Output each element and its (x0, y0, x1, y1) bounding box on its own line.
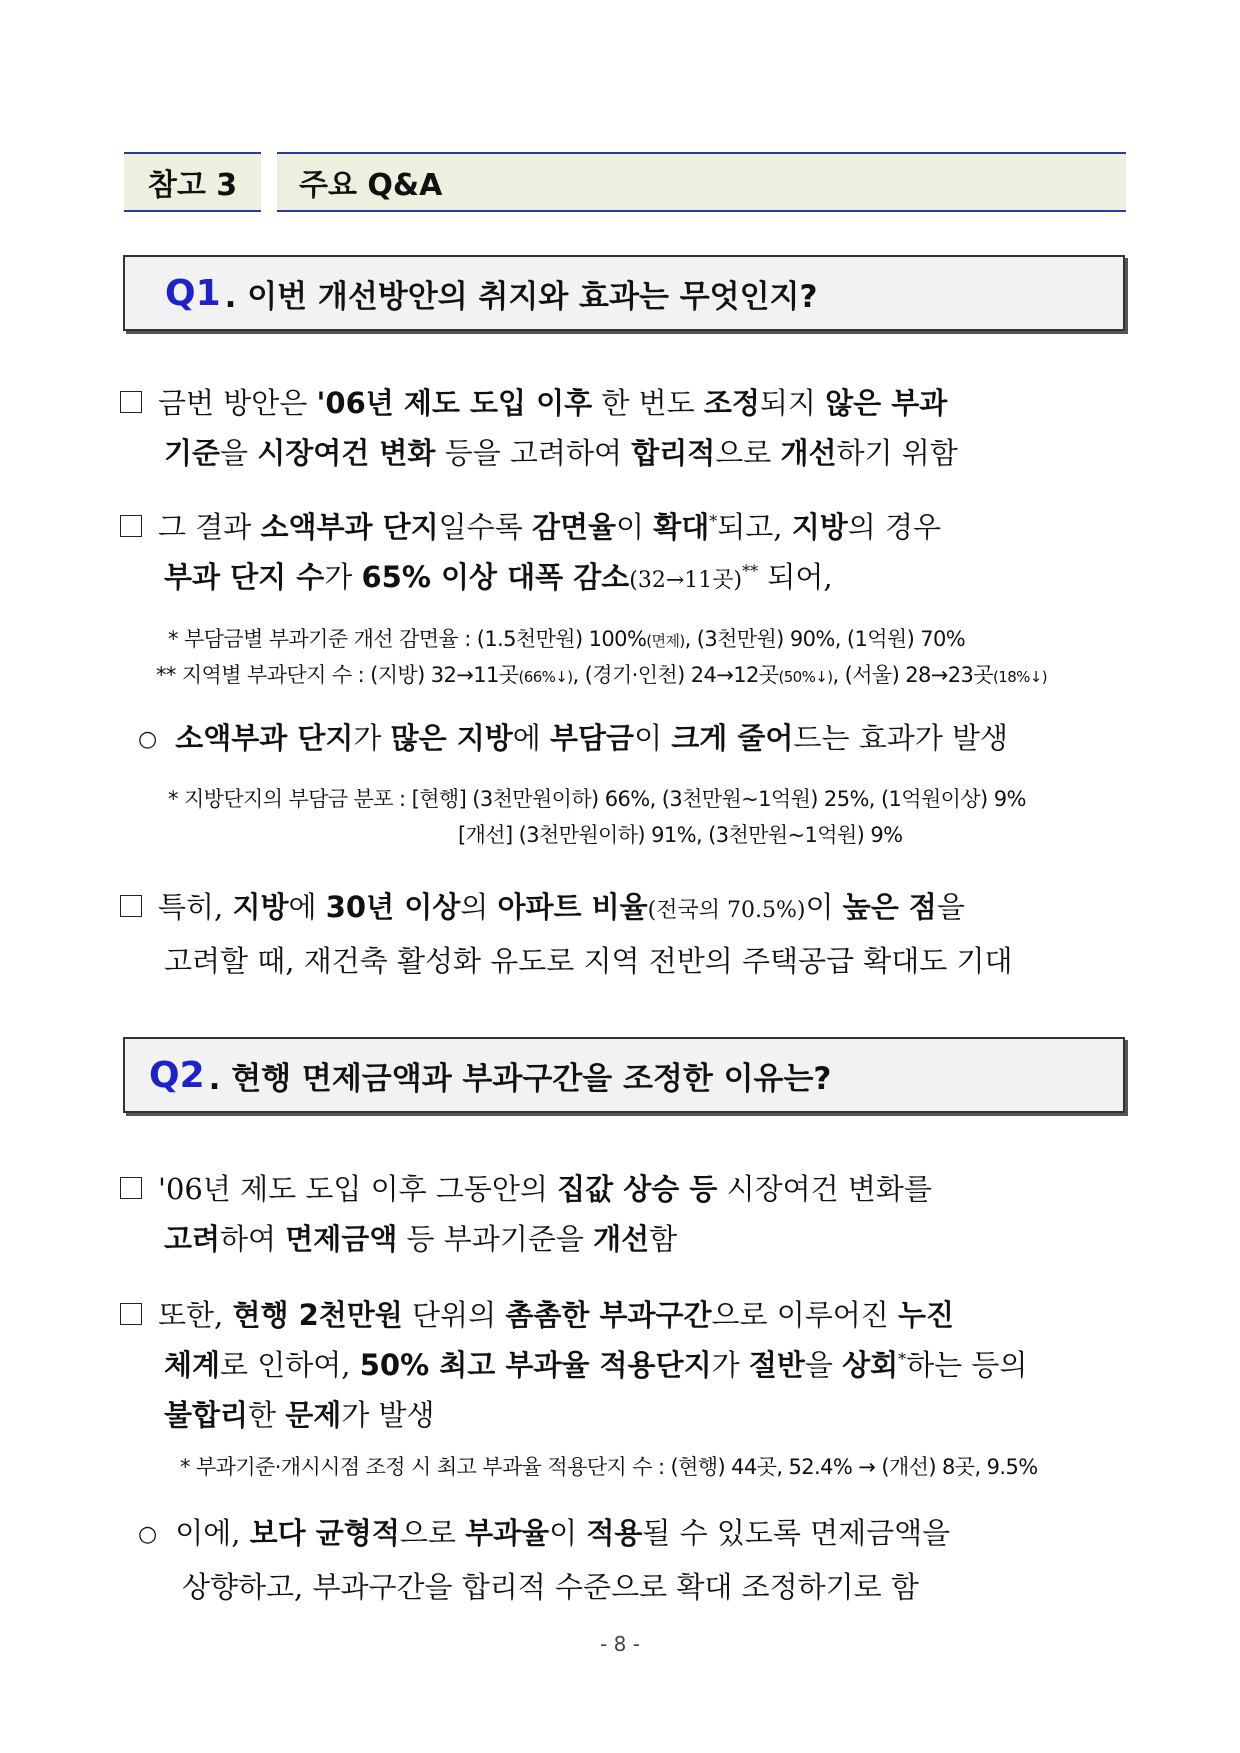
checkbox-bullet-icon (120, 391, 142, 413)
question-1-text: . 이번 개선방안의 취지와 효과는 무엇인지? (224, 278, 818, 315)
footnote-3-continued: [개선] (3천만원이하) 91%, (3천만원~1억원) 9% (458, 823, 903, 847)
q2-paragraph-1: '06년 제도 도입 이후 그동안의 집값 상승 등 시장여건 변화를 고려하여 면제금액 등 부과기준을 개선함 (120, 1164, 1130, 1264)
reference-tag: 참고 3 (124, 152, 261, 212)
question-1-number: Q1 (165, 272, 221, 314)
question-2-number: Q2 (149, 1054, 205, 1096)
q2-paragraph-2: 또한, 현행 2천만원 단위의 촘촘한 부과구간으로 이루어진 누진 체계로 인하여, 50% 최고 부과율 적용단지가 절반을 상회*하는 등의 불합리한 문제가 발생 (120, 1290, 1130, 1440)
question-1-box (123, 255, 1125, 331)
footnote-3: * 지방단지의 부담금 분포 : [현행] (3천만원이하) 66%, (3천만원~1억원) 25%, (1억원이상) 9% (168, 787, 1026, 811)
footnote-4: * 부과기준·개시시점 조정 시 최고 부과율 적용단지 수 : (현행) 44곳, 52.4% → (개선) 8곳, 9.5% (180, 1455, 1038, 1479)
checkbox-bullet-icon (120, 1177, 142, 1199)
footnote-1: * 부담금별 부과기준 개선 감면율 : (1.5천만원) 100%(면제), (3천만원) 90%, (1억원) 70% (168, 627, 966, 651)
circle-bullet-icon: ○ (138, 727, 158, 752)
checkbox-bullet-icon (120, 1303, 142, 1325)
footnote-2: ** 지역별 부과단지 수 : (지방) 32→11곳(66%↓), (경기·인천) 24→12곳(50%↓), (서울) 28→23곳(18%↓) (156, 663, 1048, 687)
question-2-box (123, 1037, 1125, 1113)
checkbox-bullet-icon (120, 895, 142, 917)
question-2-text: . 현행 면제금액과 부과구간을 조정한 이유는? (208, 1060, 832, 1097)
q1-paragraph-2: 그 결과 소액부과 단지일수록 감면율이 확대*되고, 지방의 경우 부과 단지 수가 65% 이상 대폭 감소(32→11곳)** 되어, (120, 502, 1130, 606)
circle-bullet-icon: ○ (138, 1522, 158, 1547)
q1-sub-bullet-1: ○ 소액부과 단지가 많은 지방에 부담금이 크게 줄어드는 효과가 발생 (138, 721, 1008, 755)
q2-sub-bullet-1: ○ 이에, 보다 균형적으로 부과율이 적용될 수 있도록 면제금액을 상향하고, 부과구간을 합리적 수준으로 확대 조정하기로 함 (138, 1516, 951, 1604)
reference-title: 주요 Q&A (277, 152, 1126, 212)
q1-paragraph-3: 특히, 지방에 30년 이상의 아파트 비율(전국의 70.5%)이 높은 점을 고려할 때, 재건축 활성화 유도로 지역 전반의 주택공급 확대도 기대 (120, 882, 1130, 986)
checkbox-bullet-icon (120, 515, 142, 537)
page-number: - 8 - (600, 1632, 640, 1656)
q1-paragraph-1: 금번 방안은 '06년 제도 도입 이후 한 번도 조정되지 않은 부과 기준을 시장여건 변화 등을 고려하여 합리적으로 개선하기 위함 (120, 378, 1130, 478)
